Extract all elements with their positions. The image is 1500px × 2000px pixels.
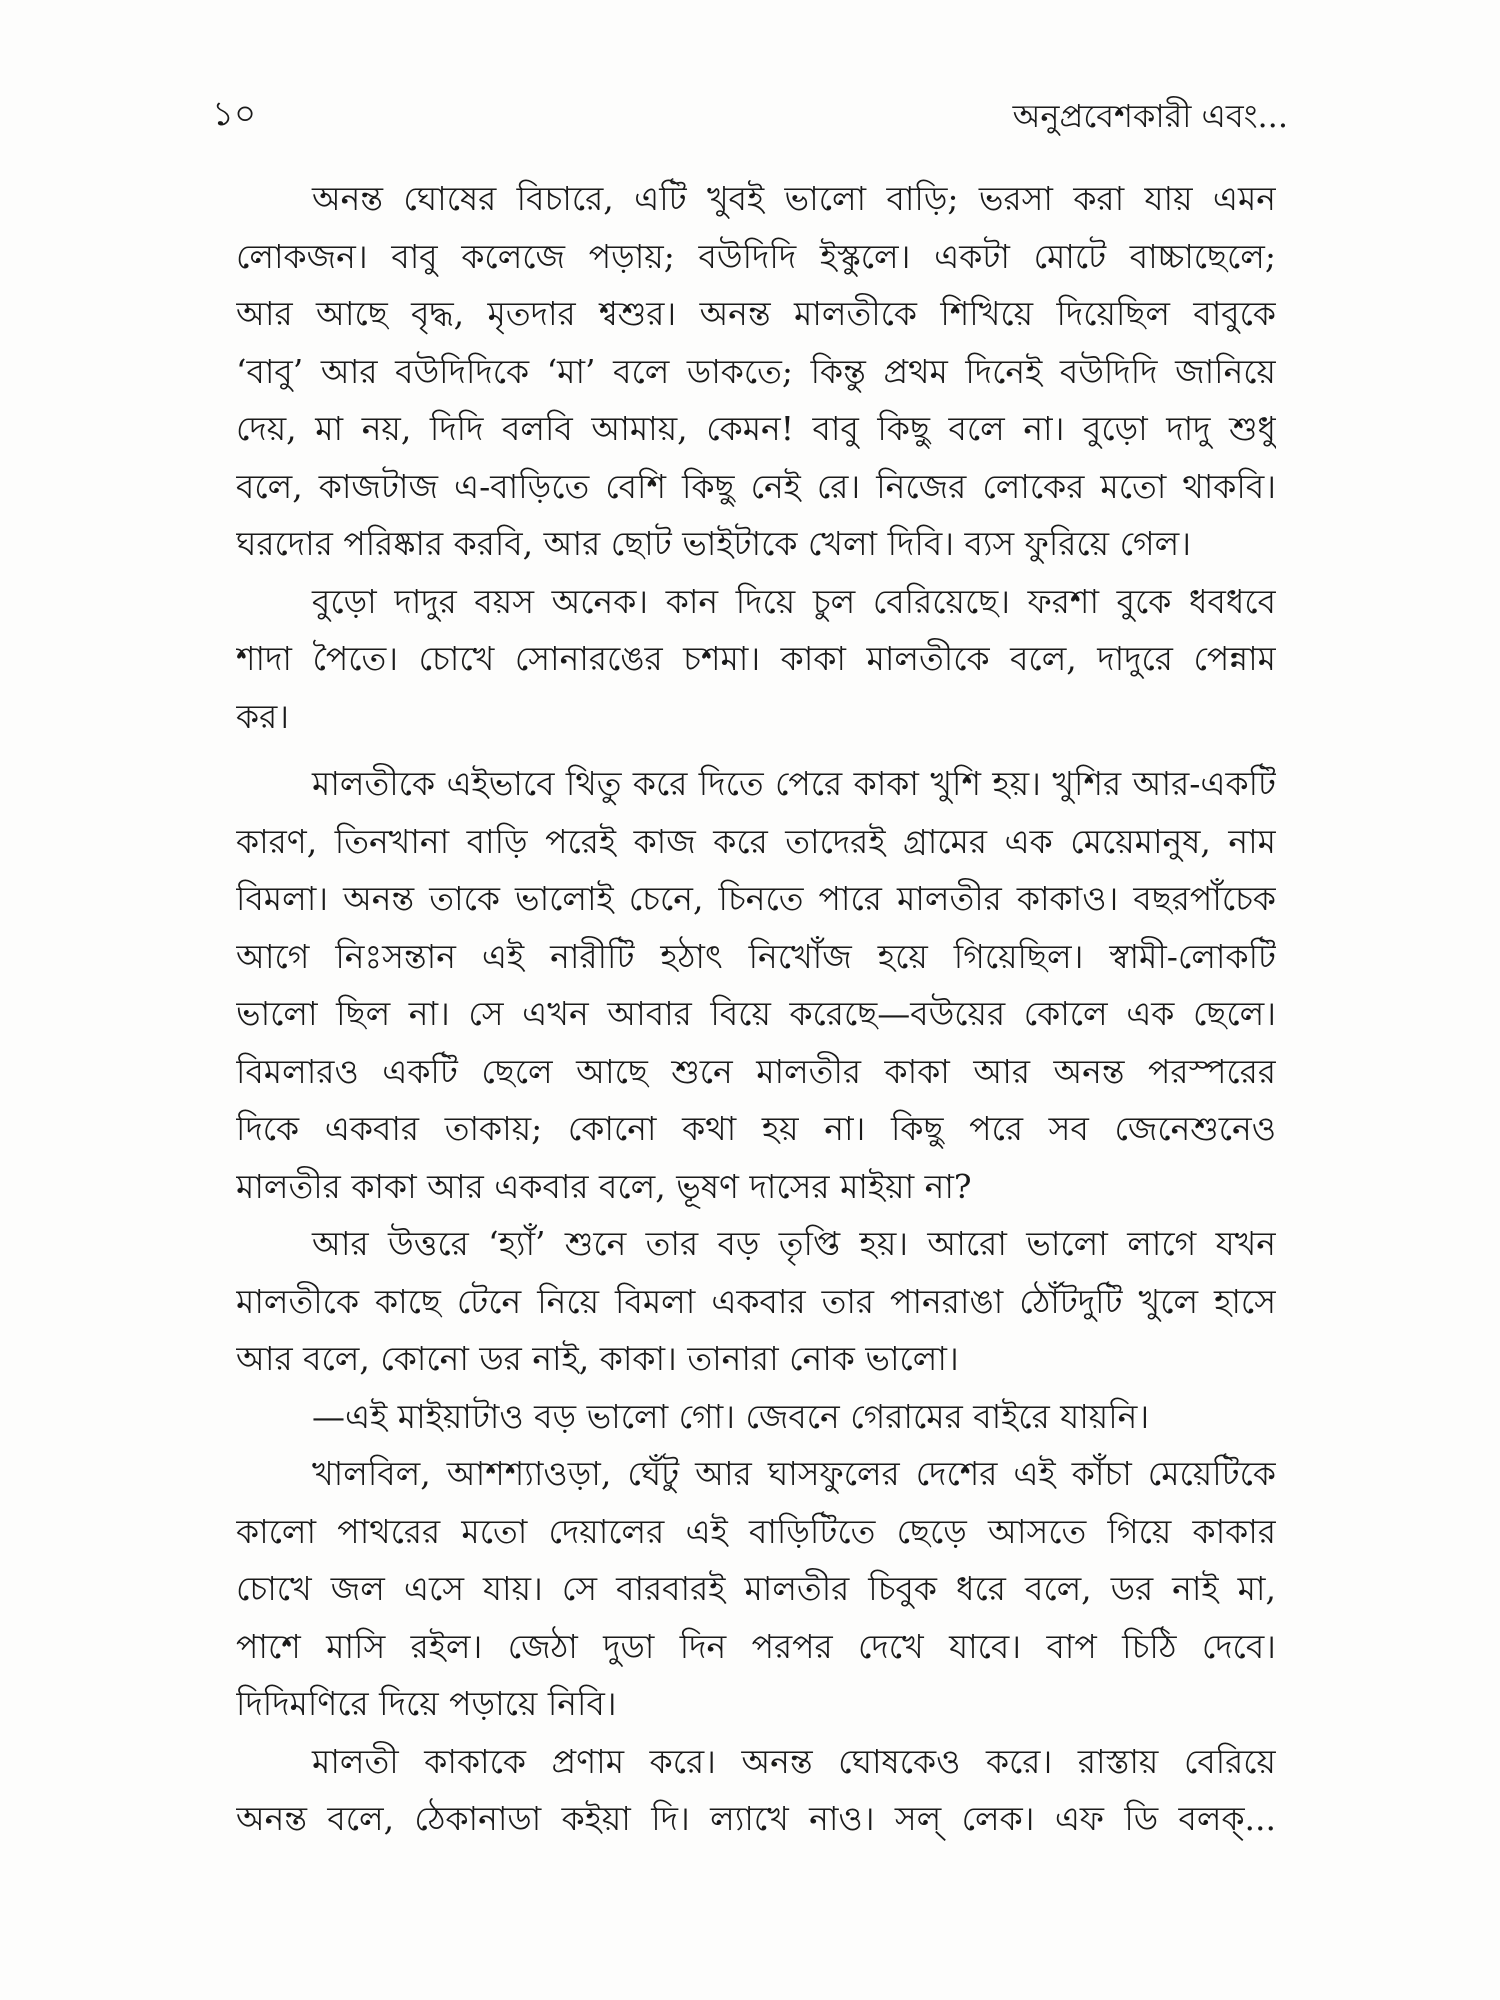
text-line: চোখে জল এসে যায়। সে বারবারই মালতীর চিবুক ধরে বলে, ডর নাই মা, bbox=[236, 1569, 1276, 1608]
text-line: বলে, কাজটাজ এ-বাড়িতে বেশি কিছু নেই রে। নিজের লোকের মতো থাকবি। bbox=[236, 466, 1276, 506]
text-line: অনন্ত বলে, ঠেকানাডা কইয়া দি। ল্যাখে নাও। সল্ লেক। এফ ডি বলক্... bbox=[236, 1799, 1276, 1838]
text-line: কালো পাথরের মতো দেয়ালের এই বাড়িটিতে ছেড়ে আসতে গিয়ে কাকার bbox=[236, 1511, 1276, 1551]
text-line: মালতীকে এইভাবে থিতু করে দিতে পেরে কাকা খুশি হয়। খুশির আর-একটি bbox=[312, 764, 1276, 803]
text-line: অনন্ত ঘোষের বিচারে, এটি খুবই ভালো বাড়ি; ভরসা করা যায় এমন bbox=[312, 179, 1276, 218]
text-line: —এই মাইয়াটাও বড় ভালো গো। জেবনে গেরামের বাইরে যায়নি। bbox=[312, 1396, 1150, 1436]
text-line: আর উত্তরে ‘হ্যাঁ’ শুনে তার বড় তৃপ্তি হয়। আরো ভালো লাগে যখন bbox=[312, 1224, 1276, 1263]
text-line: ভালো ছিল না। সে এখন আবার বিয়ে করেছে—বউয়ের কোলে এক ছেলে। bbox=[236, 994, 1276, 1033]
text-line: আর আছে বৃদ্ধ, মৃতদার শ্বশুর। অনন্ত মালতীকে শিখিয়ে দিয়েছিল বাবুকে bbox=[236, 294, 1276, 333]
text-line: বিমলা। অনন্ত তাকে ভালোই চেনে, চিনতে পারে মালতীর কাকাও। বছরপাঁচেক bbox=[236, 879, 1276, 918]
running-title: অনুপ্রবেশকারী এবং... bbox=[1012, 97, 1288, 135]
text-line: দিকে একবার তাকায়; কোনো কথা হয় না। কিছু পরে সব জেনেশুনেও bbox=[236, 1109, 1276, 1148]
text-line: ঘরদোর পরিষ্কার করবি, আর ছোট ভাইটাকে খেলা দিবি। ব্যস ফুরিয়ে গেল। bbox=[236, 524, 1192, 563]
text-line: লোকজন। বাবু কলেজে পড়ায়; বউদিদি ইস্কুলে। একটা মোটে বাচ্চাছেলে; bbox=[236, 236, 1276, 276]
text-line: পাশে মাসি রইল। জেঠা দুডা দিন পরপর দেখে যাবে। বাপ চিঠি দেবে। bbox=[236, 1626, 1276, 1666]
text-line: মালতী কাকাকে প্রণাম করে। অনন্ত ঘোষকেও করে। রাস্তায় বেরিয়ে bbox=[312, 1741, 1276, 1781]
text-line: মালতীকে কাছে টেনে নিয়ে বিমলা একবার তার পানরাঙা ঠোঁটদুটি খুলে হাসে bbox=[236, 1281, 1276, 1321]
text-line: বিমলারও একটি ছেলে আছে শুনে মালতীর কাকা আর অনন্ত পরস্পরের bbox=[236, 1051, 1276, 1091]
body-text bbox=[236, 170, 1276, 1848]
text-line: দেয়, মা নয়, দিদি বলবি আমায়, কেমন! বাবু কিছু বলে না। বুড়ো দাদু শুধু bbox=[236, 409, 1276, 448]
text-line: কর। bbox=[236, 696, 290, 736]
text-line: দিদিমণিরে দিয়ে পড়ায়ে নিবি। bbox=[236, 1684, 617, 1723]
text-line: শাদা পৈতে। চোখে সোনারঙের চশমা। কাকা মালতীকে বলে, দাদুরে পেন্নাম bbox=[236, 639, 1276, 678]
text-line: কারণ, তিনখানা বাড়ি পরেই কাজ করে তাদেরই গ্রামের এক মেয়েমানুষ, নাম bbox=[236, 821, 1276, 861]
text-line: মালতীর কাকা আর একবার বলে, ভূষণ দাসের মাইয়া না? bbox=[236, 1166, 972, 1206]
text-line: আর বলে, কোনো ডর নাই, কাকা। তানারা নোক ভালো। bbox=[236, 1339, 959, 1378]
text-line: খালবিল, আশশ্যাওড়া, ঘেঁটু আর ঘাসফুলের দেশের এই কাঁচা মেয়েটিকে bbox=[312, 1454, 1276, 1493]
text-line: ‘বাবু’ আর বউদিদিকে ‘মা’ বলে ডাকতে; কিন্তু প্রথম দিনেই বউদিদি জানিয়ে bbox=[236, 351, 1276, 391]
text-line: আগে নিঃসন্তান এই নারীটি হঠাৎ নিখোঁজ হয়ে গিয়েছিল। স্বামী-লোকটি bbox=[236, 936, 1276, 976]
text-line: বুড়ো দাদুর বয়স অনেক। কান দিয়ে চুল বেরিয়েছে। ফরশা বুকে ধবধবে bbox=[312, 581, 1276, 621]
page-number: ১০ bbox=[212, 94, 257, 134]
